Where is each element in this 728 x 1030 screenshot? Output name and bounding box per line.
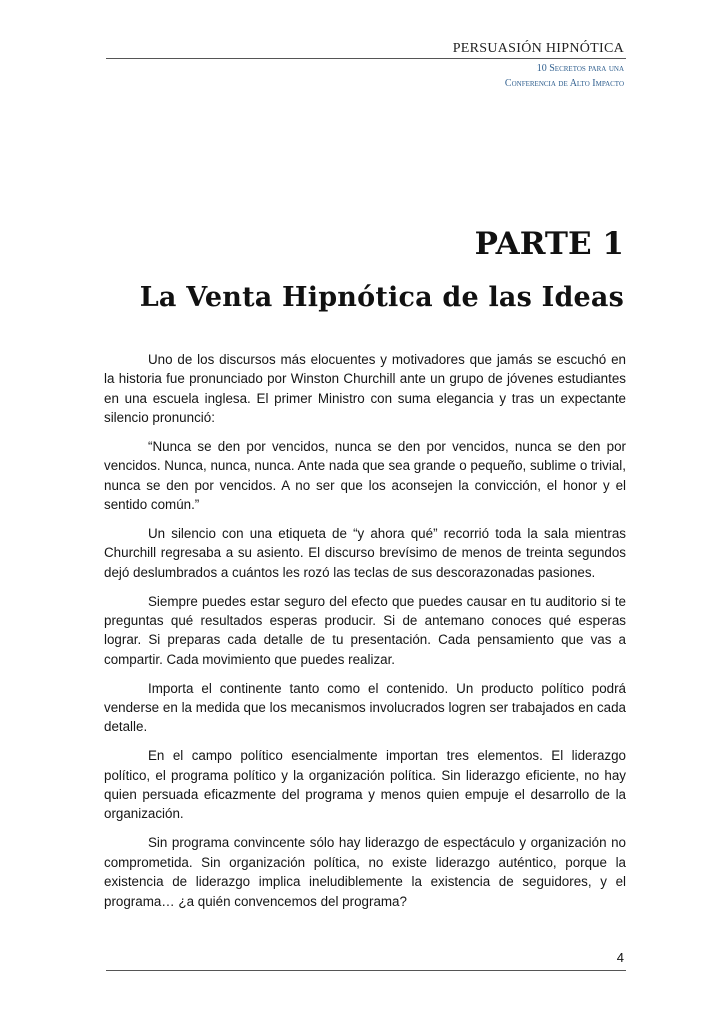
paragraph: Siempre puedes estar seguro del efecto que puedes causar en tu auditorio si te preguntas qué resultados esperas producir. Si de antemano conoces qué esperas lograr. Si preparas cada detalle de tu presentación. Cada pensamiento que vas a compartir. Cada movimiento que puedes realizar.: [104, 593, 626, 667]
paragraph: En el campo político esencialmente importan tres elementos. El liderazgo político, el programa político y la organización política. Sin liderazgo eficiente, no hay quien persuada eficazmente del programa y menos quien empuje el desarrollo de la organización.: [104, 748, 626, 822]
footer-rule: [106, 970, 626, 971]
paragraph: Sin programa convincente sólo hay liderazgo de espectáculo y organización no comprometida. Sin organización política, no existe liderazgo auténtico, porque la existencia de liderazgo implica ineludiblemente la existencia de seguidores, y el programa… ¿a quién convencemos del programa?: [104, 835, 626, 909]
paragraph: Importa el continente tanto como el contenido. Un producto político podrá venderse en la medida que los mecanismos involucrados logren ser trabajados en cada detalle.: [104, 680, 626, 735]
header-subtitle-line-2: Conferencia de Alto Impacto: [504, 78, 624, 89]
paragraph: “Nunca se den por vencidos, nunca se den por vencidos, nunca se den por vencidos. Nunca, nunca, nunca. Ante nada que sea grande o pequeño, sublime o trivial, nunca se den por vencidos. A no ser que los aconsejen la convicción, el honor y el sentido común.”: [104, 439, 626, 513]
header-title: PERSUASIÓN HIPNÓTICA: [452, 41, 624, 56]
page-number: 4: [616, 950, 624, 965]
part-heading: PARTE 1: [474, 226, 624, 262]
paragraph: Un silencio con una etiqueta de “y ahora qué” recorrió toda la sala mientras Churchill regresaba a su asiento. El discurso brevísimo de menos de treinta segundos dejó deslumbrados a cuántos les rozó las teclas de sus descorazonadas pasiones.: [104, 526, 626, 580]
paragraph: Uno de los discursos más elocuentes y motivadores que jamás se escuchó en la historia fue pronunciado por Winston Churchill ante un grupo de jóvenes estudiantes en una escuela inglesa. El primer Ministro con suma elegancia y tras un expectante silencio pronunció:: [104, 352, 626, 426]
header-subtitle-line-1: 10 Secretos para una: [536, 63, 624, 74]
body-text: [104, 350, 626, 920]
running-header: [453, 40, 624, 58]
header-rule: [106, 58, 626, 59]
chapter-heading: La Venta Hipnótica de las Ideas: [139, 282, 624, 313]
header-subtitle: [505, 61, 624, 91]
